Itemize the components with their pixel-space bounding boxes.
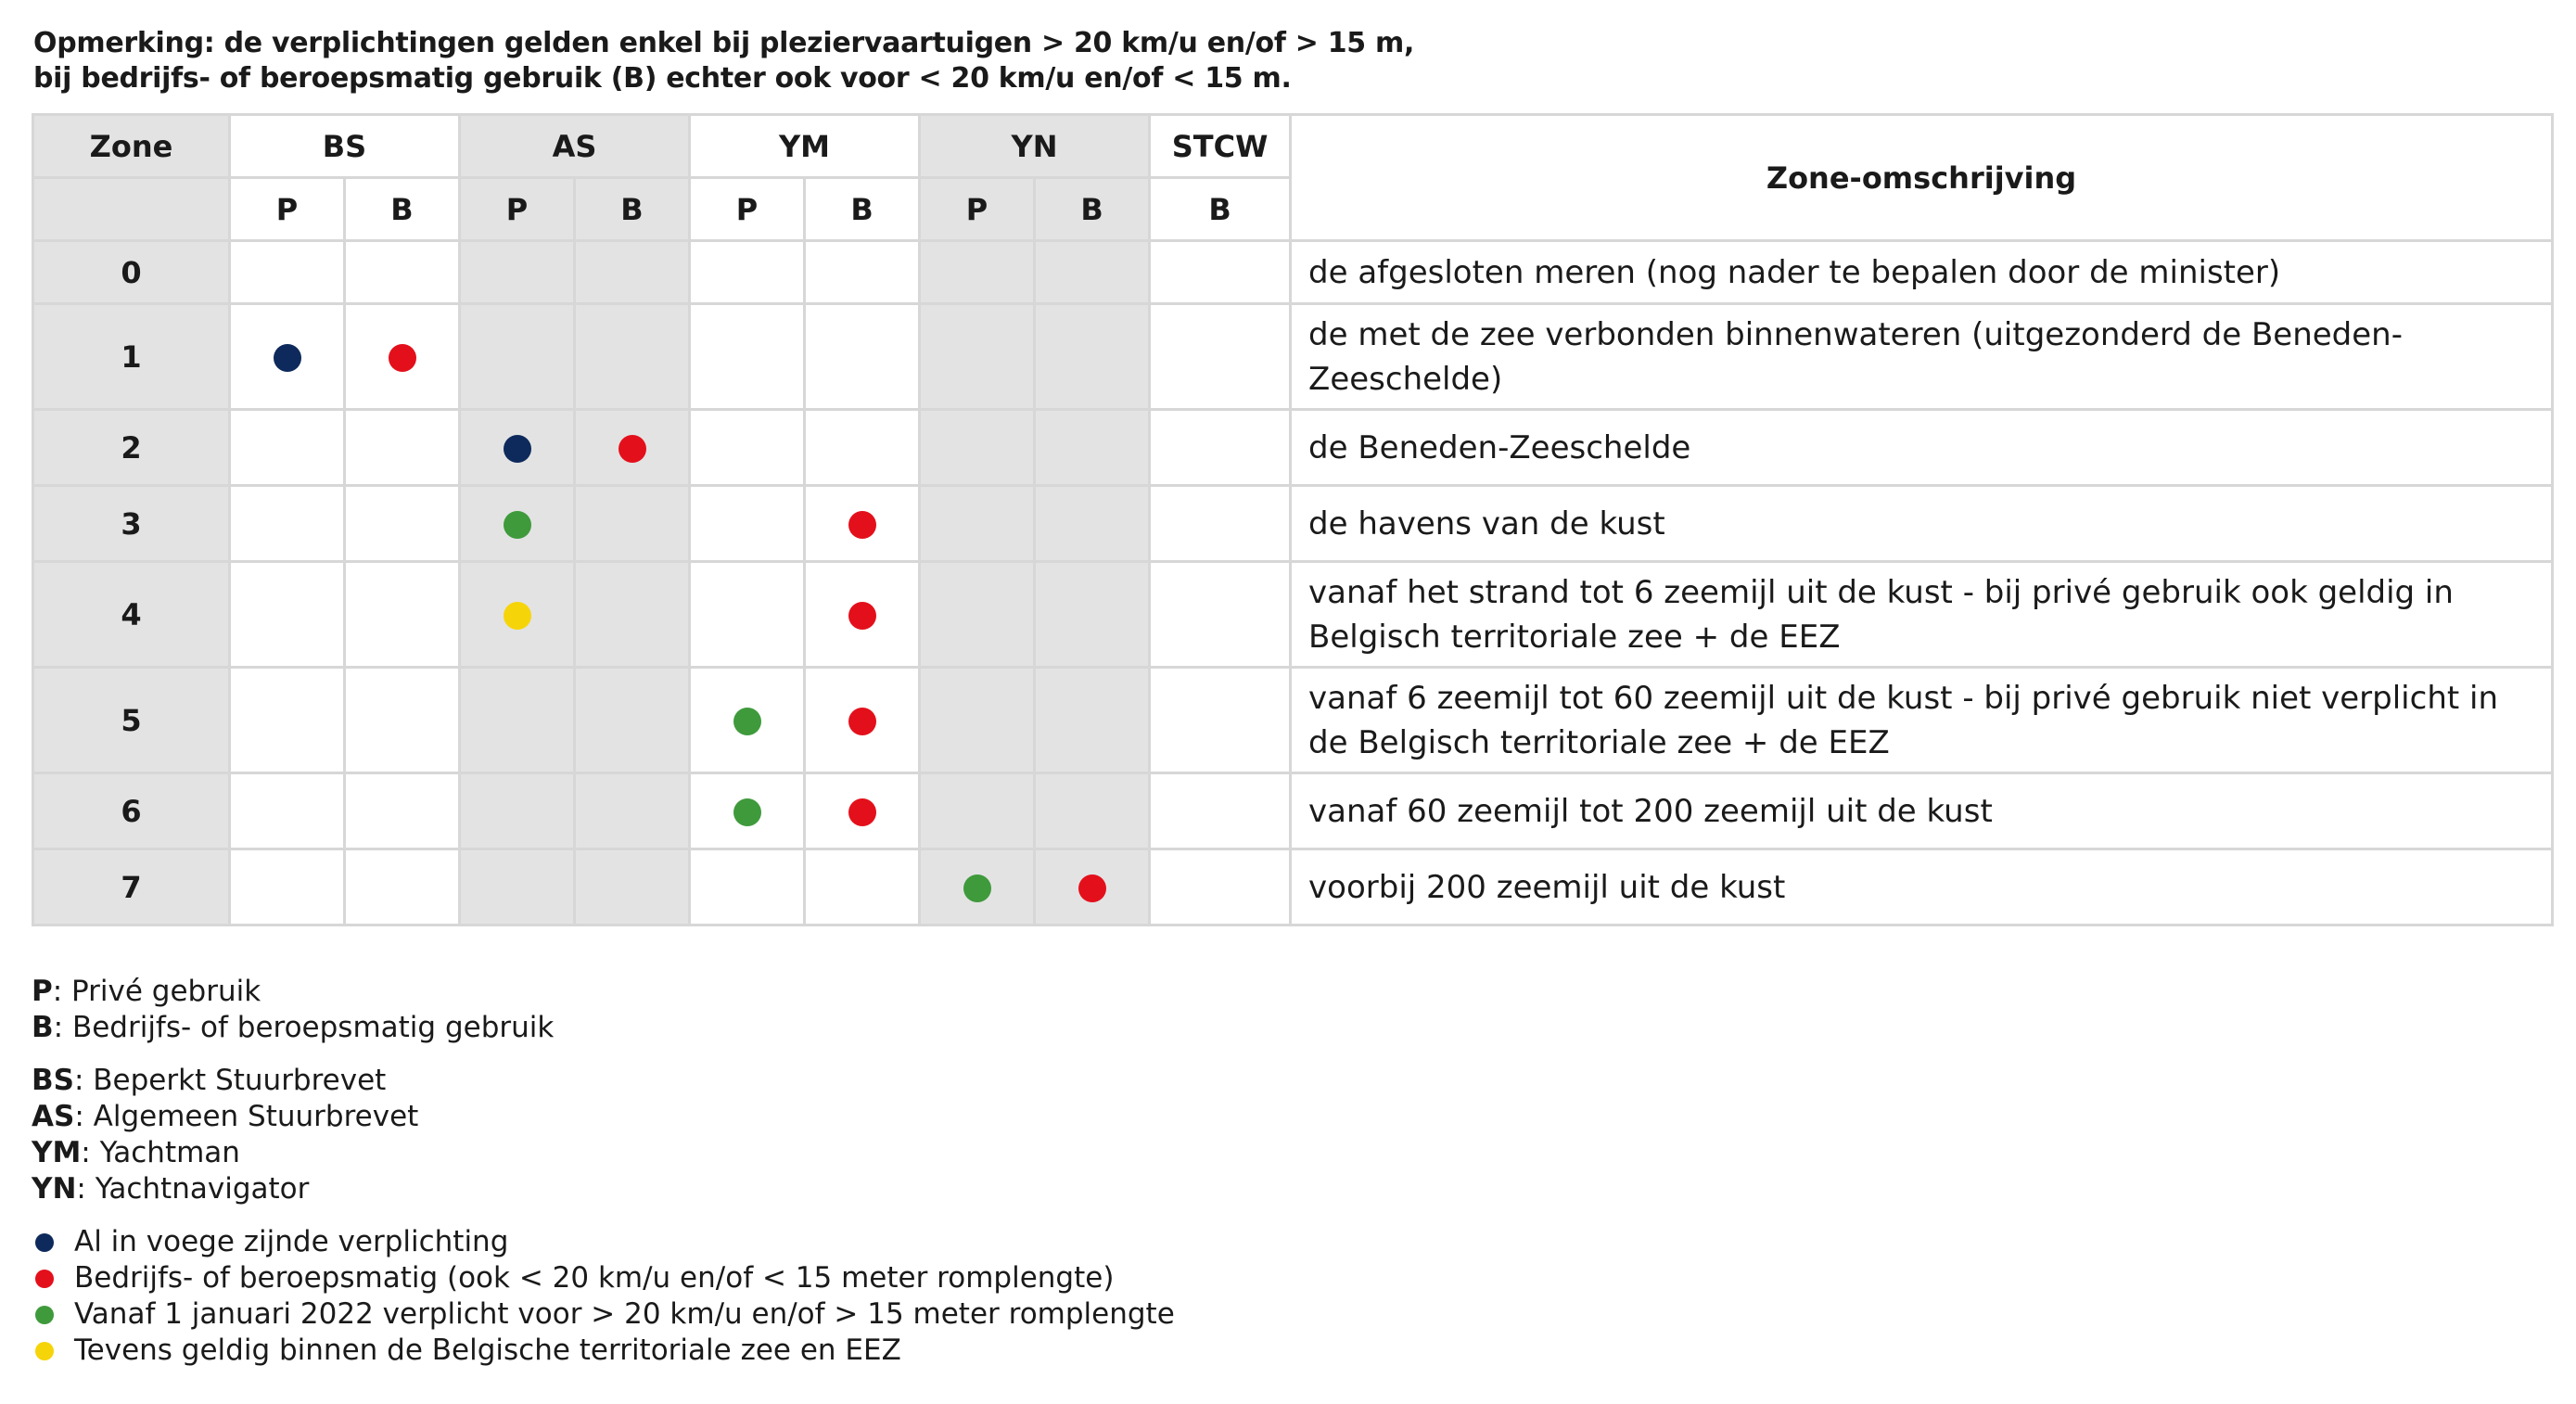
header-ym-p: P: [690, 178, 805, 241]
zone-description: de afgesloten meren (nog nader te bepalen door de minister): [1291, 241, 2553, 304]
green-dot-icon: [733, 708, 761, 735]
cell-yn-b: [1035, 849, 1150, 925]
cell-as-p: [460, 410, 575, 486]
header-ym: YM: [690, 115, 920, 178]
cell-as-b: [575, 562, 690, 668]
green-dot-icon: [963, 874, 991, 902]
cell-yn-p: [920, 410, 1035, 486]
header-bs: BS: [230, 115, 460, 178]
cell-bs-p: [230, 773, 345, 849]
legend-item: [32, 1171, 1175, 1207]
zone-description: de havens van de kust: [1291, 486, 2553, 562]
cell-as-p: [460, 304, 575, 410]
table-row: [33, 849, 2553, 925]
table-row: [33, 486, 2553, 562]
cell-as-b: [575, 668, 690, 773]
green-dot-icon: [35, 1306, 54, 1324]
cell-stcw-b: [1150, 773, 1291, 849]
red-dot-icon: [1078, 874, 1106, 902]
legend-item: [32, 1010, 1175, 1046]
cell-yn-p: [920, 562, 1035, 668]
cell-yn-b: [1035, 668, 1150, 773]
cell-ym-p: [690, 241, 805, 304]
header-ym-b: B: [805, 178, 920, 241]
zone-description: de Beneden-Zeeschelde: [1291, 410, 2553, 486]
legend-text: : Algemeen Stuurbrevet: [74, 1100, 419, 1133]
zone-number: 1: [33, 304, 230, 410]
table-row: [33, 304, 2553, 410]
header-bs-b: B: [345, 178, 460, 241]
red-dot-icon: [389, 344, 416, 372]
legend-text: Vanaf 1 januari 2022 verplicht voor > 20 km/u en/of > 15 meter romplengte: [74, 1297, 1175, 1331]
zone-description: vanaf 60 zeemijl tot 200 zeemijl uit de kust: [1291, 773, 2553, 849]
legend-key: BS: [32, 1064, 74, 1097]
cell-yn-p: [920, 241, 1035, 304]
cell-bs-b: [345, 849, 460, 925]
legend-item: [32, 1333, 1175, 1369]
cell-ym-b: [805, 562, 920, 668]
zone-license-table: [32, 113, 2554, 926]
navy-dot-icon: [274, 344, 301, 372]
legend-item: [32, 1260, 1175, 1296]
zone-description: vanaf 6 zeemijl tot 60 zeemijl uit de kust - bij privé gebruik niet verplicht in de Belgisch territoriale zee + de EEZ: [1291, 668, 2553, 773]
cell-bs-b: [345, 486, 460, 562]
legend-key: AS: [32, 1100, 75, 1133]
header-stcw: STCW: [1150, 115, 1291, 178]
legend-text: : Privé gebruik: [52, 975, 261, 1008]
cell-ym-b: [805, 773, 920, 849]
cell-ym-p: [690, 773, 805, 849]
cell-bs-p: [230, 668, 345, 773]
remark-line-1: Opmerking: de verplichtingen gelden enkel bij pleziervaartuigen > 20 km/u en/of > 15 m,: [33, 27, 1415, 59]
cell-bs-p: [230, 304, 345, 410]
cell-ym-b: [805, 241, 920, 304]
cell-ym-b: [805, 410, 920, 486]
table-row: [33, 562, 2553, 668]
cell-bs-p: [230, 241, 345, 304]
cell-ym-b: [805, 486, 920, 562]
cell-bs-b: [345, 304, 460, 410]
cell-bs-b: [345, 410, 460, 486]
green-dot-icon: [733, 798, 761, 826]
cell-as-b: [575, 849, 690, 925]
cell-as-p: [460, 486, 575, 562]
legend-key: P: [32, 975, 53, 1008]
cell-ym-p: [690, 304, 805, 410]
navy-dot-icon: [35, 1233, 54, 1252]
cell-ym-b: [805, 668, 920, 773]
legend: [32, 974, 1175, 1385]
legend-item: [32, 1099, 1175, 1135]
legend-item: [32, 1135, 1175, 1171]
header-yn-b: B: [1035, 178, 1150, 241]
zone-description: de met de zee verbonden binnenwateren (uitgezonderd de Beneden-Zeeschelde): [1291, 304, 2553, 410]
cell-yn-p: [920, 486, 1035, 562]
cell-bs-b: [345, 668, 460, 773]
cell-yn-b: [1035, 304, 1150, 410]
legend-key: YN: [32, 1172, 77, 1206]
cell-ym-p: [690, 849, 805, 925]
cell-ym-b: [805, 304, 920, 410]
legend-usage: [32, 974, 1175, 1046]
legend-item: [32, 1296, 1175, 1333]
cell-yn-p: [920, 304, 1035, 410]
cell-yn-b: [1035, 410, 1150, 486]
navy-dot-icon: [504, 435, 531, 463]
zone-number: 5: [33, 668, 230, 773]
legend-item: [32, 974, 1175, 1010]
header-description: Zone-omschrijving: [1291, 115, 2553, 241]
yellow-dot-icon: [35, 1342, 54, 1360]
cell-stcw-b: [1150, 849, 1291, 925]
legend-key: YM: [32, 1136, 82, 1169]
legend-key: B: [32, 1011, 54, 1044]
cell-bs-p: [230, 849, 345, 925]
legend-text: Tevens geldig binnen de Belgische territoriale zee en EEZ: [74, 1334, 901, 1367]
zone-number: 4: [33, 562, 230, 668]
cell-bs-p: [230, 410, 345, 486]
legend-text: : Yachtman: [81, 1136, 240, 1169]
cell-as-p: [460, 241, 575, 304]
cell-stcw-b: [1150, 241, 1291, 304]
legend-dots: [32, 1224, 1175, 1369]
cell-yn-p: [920, 849, 1035, 925]
cell-ym-p: [690, 410, 805, 486]
red-dot-icon: [848, 511, 876, 539]
cell-as-p: [460, 849, 575, 925]
header-as-p: P: [460, 178, 575, 241]
header-yn: YN: [920, 115, 1150, 178]
header-row-groups: [33, 115, 2553, 178]
cell-yn-b: [1035, 562, 1150, 668]
cell-stcw-b: [1150, 668, 1291, 773]
cell-stcw-b: [1150, 562, 1291, 668]
cell-yn-p: [920, 668, 1035, 773]
remark-line-2: bij bedrijfs- of beroepsmatig gebruik (B) echter ook voor < 20 km/u en/of < 15 m.: [33, 62, 1292, 95]
legend-text: : Bedrijfs- of beroepsmatig gebruik: [53, 1011, 555, 1044]
cell-stcw-b: [1150, 486, 1291, 562]
header-yn-p: P: [920, 178, 1035, 241]
table-row: [33, 241, 2553, 304]
legend-text: : Beperkt Stuurbrevet: [73, 1064, 387, 1097]
header-zone-sub: [33, 178, 230, 241]
legend-text: Al in voege zijnde verplichting: [74, 1225, 509, 1258]
cell-as-b: [575, 486, 690, 562]
cell-bs-b: [345, 562, 460, 668]
red-dot-icon: [35, 1270, 54, 1288]
red-dot-icon: [848, 708, 876, 735]
cell-yn-b: [1035, 773, 1150, 849]
red-dot-icon: [618, 435, 646, 463]
zone-description: vanaf het strand tot 6 zeemijl uit de kust - bij privé gebruik ook geldig in Belgisch territoriale zee + de EEZ: [1291, 562, 2553, 668]
green-dot-icon: [504, 511, 531, 539]
header-zone: Zone: [33, 115, 230, 178]
legend-item: [32, 1063, 1175, 1099]
yellow-dot-icon: [504, 602, 531, 630]
cell-as-b: [575, 241, 690, 304]
red-dot-icon: [848, 602, 876, 630]
cell-ym-p: [690, 562, 805, 668]
cell-bs-p: [230, 562, 345, 668]
legend-text: : Yachtnavigator: [76, 1172, 310, 1206]
cell-as-p: [460, 773, 575, 849]
table-row: [33, 668, 2553, 773]
red-dot-icon: [848, 798, 876, 826]
cell-yn-p: [920, 773, 1035, 849]
table-row: [33, 410, 2553, 486]
zone-number: 3: [33, 486, 230, 562]
legend-licenses: [32, 1063, 1175, 1207]
header-bs-p: P: [230, 178, 345, 241]
zone-number: 6: [33, 773, 230, 849]
header-as: AS: [460, 115, 690, 178]
cell-as-b: [575, 773, 690, 849]
cell-bs-p: [230, 486, 345, 562]
cell-as-p: [460, 562, 575, 668]
zone-number: 2: [33, 410, 230, 486]
cell-bs-b: [345, 773, 460, 849]
zone-description: voorbij 200 zeemijl uit de kust: [1291, 849, 2553, 925]
remark-note: [33, 26, 1414, 96]
cell-ym-b: [805, 849, 920, 925]
cell-as-p: [460, 668, 575, 773]
cell-bs-b: [345, 241, 460, 304]
header-as-b: B: [575, 178, 690, 241]
cell-yn-b: [1035, 486, 1150, 562]
zone-number: 0: [33, 241, 230, 304]
legend-text: Bedrijfs- of beroepsmatig (ook < 20 km/u en/of < 15 meter romplengte): [74, 1261, 1115, 1295]
cell-as-b: [575, 304, 690, 410]
cell-ym-p: [690, 668, 805, 773]
table-row: [33, 773, 2553, 849]
cell-as-b: [575, 410, 690, 486]
cell-yn-b: [1035, 241, 1150, 304]
legend-item: [32, 1224, 1175, 1260]
cell-stcw-b: [1150, 304, 1291, 410]
cell-ym-p: [690, 486, 805, 562]
zone-number: 7: [33, 849, 230, 925]
header-stcw-b: B: [1150, 178, 1291, 241]
cell-stcw-b: [1150, 410, 1291, 486]
